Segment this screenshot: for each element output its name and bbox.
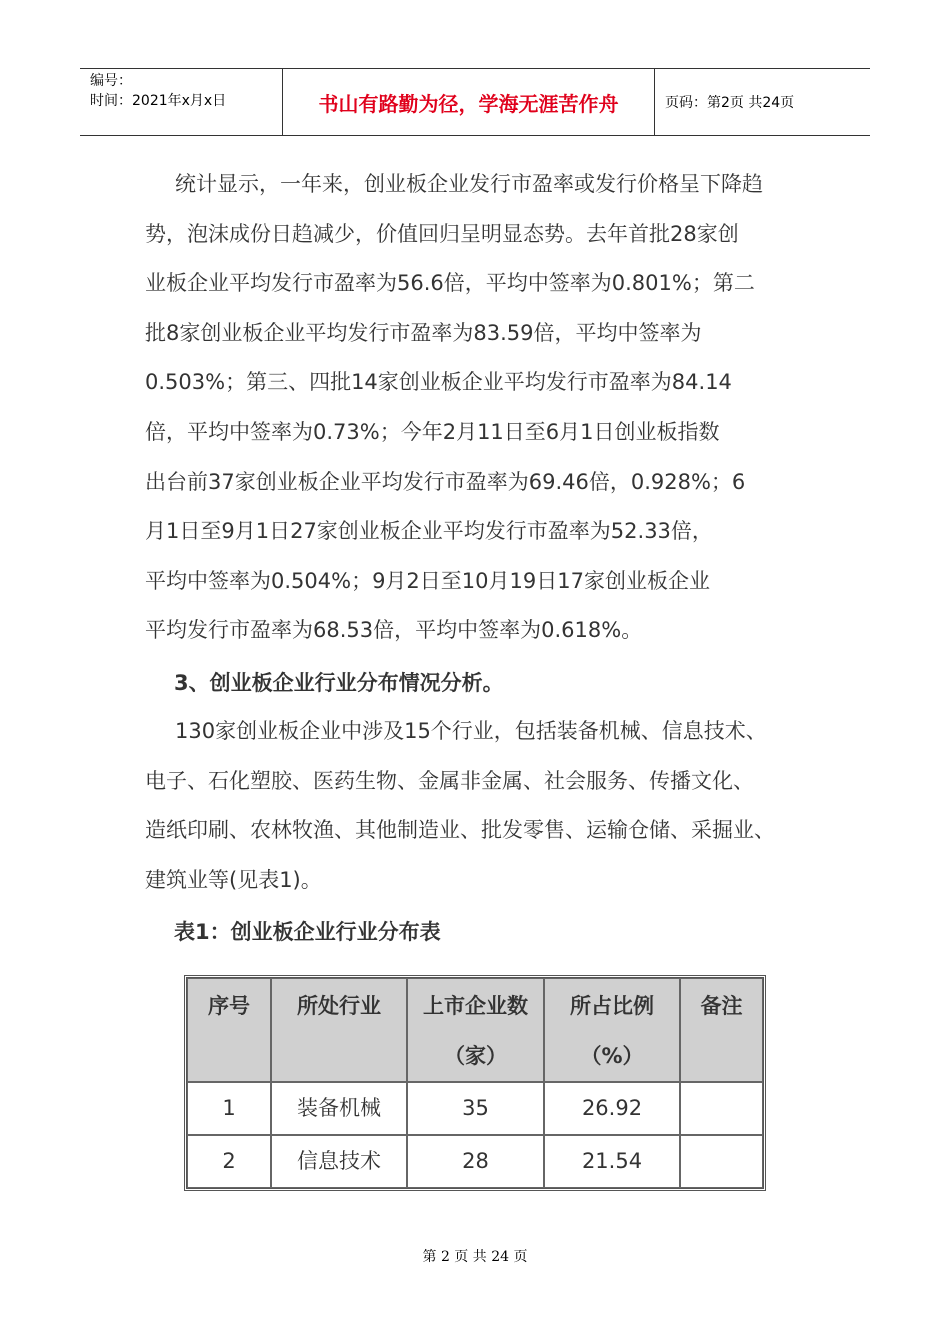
table-row bbox=[187, 1135, 763, 1188]
paragraph-line: 月1日至9月1日27家创业板企业平均发行市盈率为52.33倍， bbox=[145, 519, 713, 544]
paragraph-line: 业板企业平均发行市盈率为56.6倍，平均中签率为0.801%；第二 bbox=[145, 271, 755, 296]
section-heading: 3、创业板企业行业分布情况分析。 bbox=[174, 671, 504, 695]
paragraph-line: 0.503%；第三、四批14家创业板企业平均发行市盈率为84.14 bbox=[145, 370, 732, 395]
table-row bbox=[187, 1082, 763, 1135]
cell-ratio: 21.54 bbox=[544, 1135, 680, 1188]
paragraph-line: 130家创业板企业中涉及15个行业，包括装备机械、信息技术、 bbox=[175, 719, 767, 743]
cell-note bbox=[680, 1082, 763, 1135]
header-time: 时间：2021年x月x日 bbox=[90, 93, 227, 109]
header-cell-ratio-line1: 所占比例 bbox=[570, 994, 654, 1018]
paragraph-line: 造纸印刷、农林牧渔、其他制造业、批发零售、运输仓储、采掘业、 bbox=[145, 818, 775, 843]
header-cell-ratio bbox=[544, 978, 680, 1082]
header-cell-count-line2: （家） bbox=[444, 1044, 507, 1068]
header-motto: 书山有路勤为径，学海无涯苦作舟 bbox=[282, 69, 655, 135]
header-cell-ratio-line2: （%） bbox=[580, 1044, 644, 1068]
cell-count: 28 bbox=[407, 1135, 544, 1188]
cell-note bbox=[680, 1135, 763, 1188]
header-cell-no: 序号 bbox=[187, 978, 271, 1082]
paragraph-line: 势，泡沫成份日趋减少，价值回归呈明显态势。去年首批28家创 bbox=[145, 221, 739, 246]
paragraph-line: 平均发行市盈率为68.53倍，平均中签率为0.618%。 bbox=[145, 618, 643, 643]
paragraph-line: 倍，平均中签率为0.73%；今年2月11日至6月1日创业板指数 bbox=[145, 419, 720, 444]
header-page-number: 页码：第2页 共24页 bbox=[665, 95, 795, 111]
paragraph-statistics bbox=[145, 160, 815, 656]
paragraph-line: 出台前37家创业板企业平均发行市盈率为69.46倍，0.928%；6 bbox=[145, 469, 746, 494]
paragraph-line: 建筑业等(见表1)。 bbox=[145, 867, 322, 892]
industry-table bbox=[184, 975, 766, 1191]
paragraph-industries bbox=[145, 707, 815, 905]
header-meta bbox=[80, 69, 282, 135]
cell-ratio: 26.92 bbox=[544, 1082, 680, 1135]
table-header-row bbox=[187, 978, 763, 1082]
table-title: 表1：创业板企业行业分布表 bbox=[174, 920, 441, 944]
cell-count: 35 bbox=[407, 1082, 544, 1135]
header-number: 编号： bbox=[90, 73, 132, 89]
cell-industry: 装备机械 bbox=[271, 1082, 407, 1135]
paragraph-line: 平均中签率为0.504%；9月2日至10月19日17家创业板企业 bbox=[145, 568, 710, 593]
cell-no: 1 bbox=[187, 1082, 271, 1135]
header-cell-industry: 所处行业 bbox=[271, 978, 407, 1082]
header-cell-note: 备注 bbox=[680, 978, 763, 1082]
header-cell-count-line1: 上市企业数 bbox=[423, 994, 528, 1018]
page-footer: 第 2 页 共 24 页 bbox=[422, 1249, 528, 1265]
paragraph-line: 统计显示，一年来，创业板企业发行市盈率或发行价格呈下降趋 bbox=[175, 172, 763, 196]
paragraph-line: 批8家创业板企业平均发行市盈率为83.59倍，平均中签率为 bbox=[145, 320, 702, 345]
header-cell-count bbox=[407, 978, 544, 1082]
cell-no: 2 bbox=[187, 1135, 271, 1188]
paragraph-line: 电子、石化塑胶、医药生物、金属非金属、社会服务、传播文化、 bbox=[145, 768, 754, 793]
cell-industry: 信息技术 bbox=[271, 1135, 407, 1188]
page-header bbox=[80, 68, 870, 136]
